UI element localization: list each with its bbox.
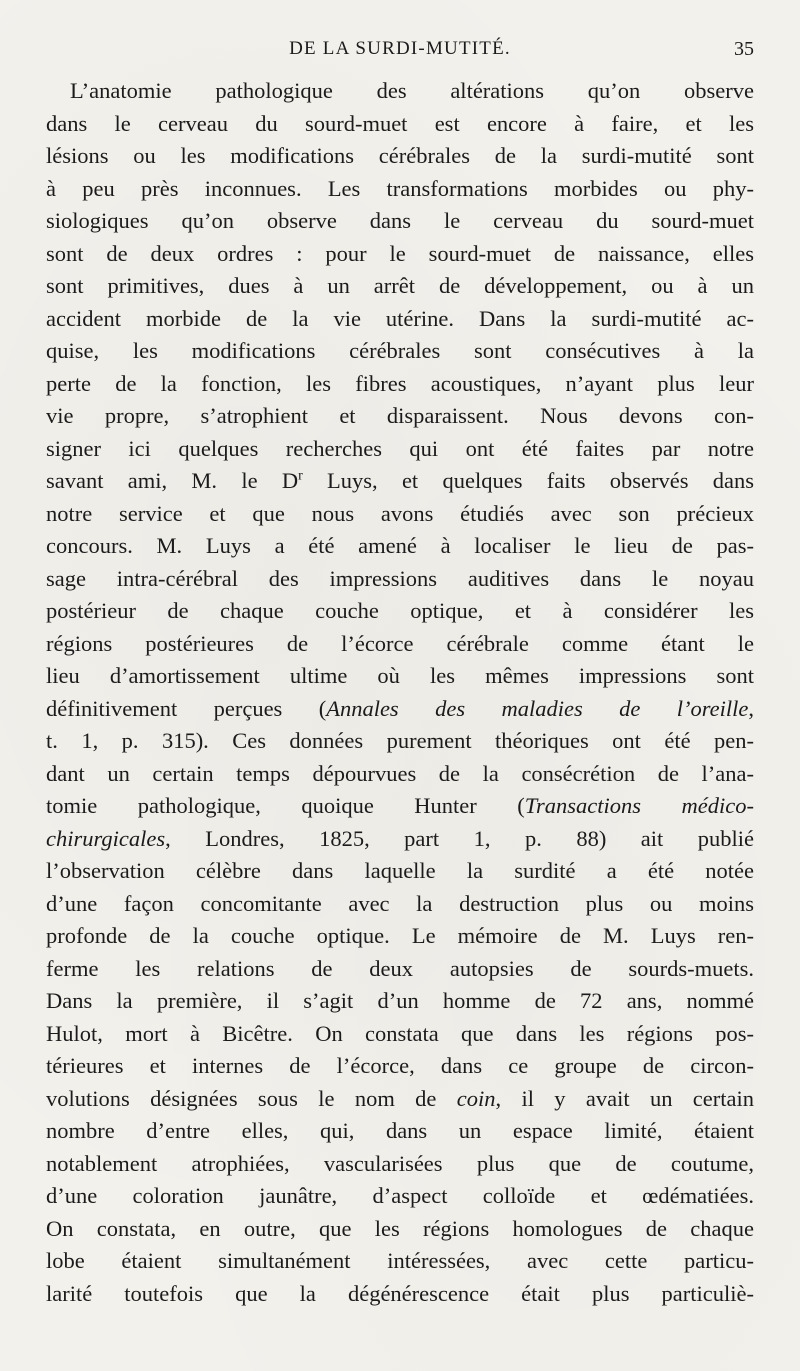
text-line: sont primitives, dues à un arrêt de développement, ou à un — [46, 273, 754, 298]
text-line — [46, 465, 754, 498]
italic-text: Transactions médico- — [524, 793, 754, 818]
text-line: sage intra-cérébral des impressions auditives dans le noyau — [46, 565, 754, 591]
italic-text: Annales des maladies de l’oreille — [326, 695, 749, 721]
running-head: DE LA SURDI-MUTITÉ. — [289, 38, 511, 59]
text-line: nombre d’entre elles, qui, dans un espace limité, étaient — [46, 1118, 754, 1143]
text-line: accident morbide de la vie utérine. Dans la surdi-mutité ac- — [46, 305, 754, 331]
page-number: 35 — [734, 38, 754, 60]
text-line: siologiques qu’on observe dans le cerveau du sourd-muet — [46, 208, 754, 233]
text-line: régions postérieures de l’écorce cérébrale comme étant le — [46, 630, 754, 656]
text-segment: , il y avait un certain — [495, 1085, 754, 1111]
italic-text: coin — [456, 1085, 496, 1111]
text-line: d’une façon concomitante avec la destruction plus ou moins — [46, 890, 754, 916]
text-line: l’observation célèbre dans laquelle la surdité a été notée — [46, 858, 754, 883]
text-line: notablement atrophiées, vascularisées plus que de coutume, — [46, 1150, 754, 1176]
text-segment: , Londres, 1825, part 1, p. 88) ait publié — [165, 825, 754, 851]
text-line: sont de deux ordres : pour le sourd-muet de naissance, elles — [46, 240, 754, 266]
text-line: concours. M. Luys a été amené à localiser le lieu de pas- — [46, 533, 754, 558]
text-line: profonde de la couche optique. Le mémoire de M. Luys ren- — [46, 923, 754, 948]
text-line — [46, 790, 754, 823]
text-line: Hulot, mort à Bicêtre. On constata que dans les régions pos- — [46, 1020, 754, 1046]
text-segment: tomie pathologique, quoique Hunter ( — [46, 793, 525, 818]
text-line: d’une coloration jaunâtre, d’aspect colloïde et œdématiées. — [46, 1183, 754, 1208]
text-line: t. 1, p. 315). Ces données purement théoriques ont été pen- — [46, 728, 754, 753]
text-line: On constata, en outre, que les régions homologues de chaque — [46, 1215, 754, 1241]
text-line — [46, 693, 754, 726]
text-line: notre service et que nous avons étudiés avec son précieux — [46, 500, 754, 526]
text-line: postérieur de chaque couche optique, et à considérer les — [46, 598, 754, 623]
text-segment: volutions désignées sous le nom de — [46, 1085, 457, 1111]
superscript-text: r — [298, 468, 303, 484]
text-line: térieures et internes de l’écorce, dans ce groupe de circon- — [46, 1053, 754, 1078]
text-line: à peu près inconnues. Les transformations morbides ou phy- — [46, 175, 754, 201]
text-line: vie propre, s’atrophient et disparaissent. Nous devons con- — [46, 403, 754, 428]
text-line: dant un certain temps dépourvues de la consécrétion de l’ana- — [46, 760, 754, 786]
page-header — [46, 34, 754, 64]
text-line: quise, les modifications cérébrales sont consécutives à la — [46, 338, 754, 363]
text-line: dans le cerveau du sourd-muet est encore à faire, et les — [46, 110, 754, 136]
text-line: signer ici quelques recherches qui ont été faites par notre — [46, 435, 754, 461]
body-text — [46, 75, 754, 1310]
text-line: lobe étaient simultanément intéressées, avec cette particu- — [46, 1248, 754, 1273]
text-segment: , — [748, 695, 754, 721]
italic-text: chirurgicales — [46, 825, 166, 851]
text-line: larité toutefois que la dégénérescence était plus particuliè- — [46, 1280, 754, 1306]
text-segment: savant ami, M. le D — [46, 468, 299, 493]
text-line: perte de la fonction, les fibres acoustiques, n’ayant plus leur — [46, 370, 754, 396]
text-line: ferme les relations de deux autopsies de sourds-muets. — [46, 955, 754, 981]
text-line — [46, 1083, 754, 1116]
text-line: Dans la première, il s’agit d’un homme de 72 ans, nommé — [46, 988, 754, 1013]
text-line: lieu d’amortissement ultime où les mêmes impressions sont — [46, 663, 754, 688]
text-segment: définitivement perçues ( — [46, 695, 327, 721]
text-line: L’anatomie pathologique des altérations qu’on observe — [70, 78, 754, 103]
text-line: lésions ou les modifications cérébrales de la surdi-mutité sont — [46, 143, 754, 168]
text-line — [46, 823, 754, 856]
text-segment: Luys, et quelques faits observés dans — [302, 468, 754, 493]
